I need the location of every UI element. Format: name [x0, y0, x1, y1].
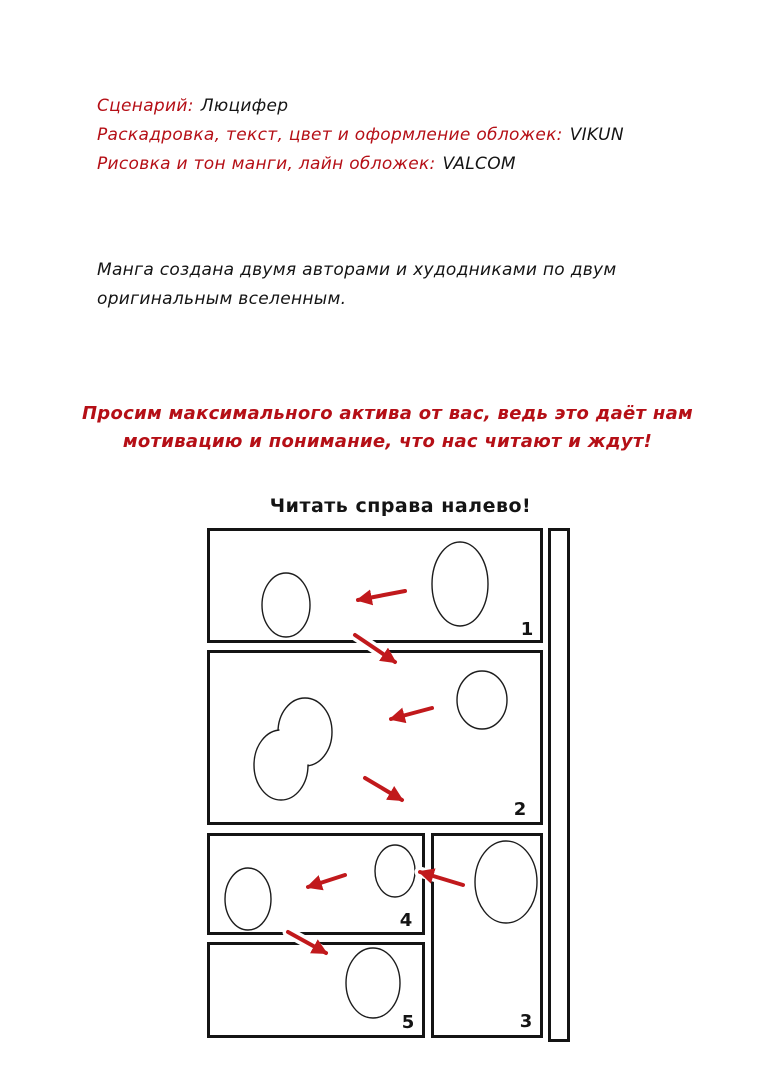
- panel-1-number: 1: [520, 619, 534, 640]
- credit-value: Люцифер: [200, 96, 289, 116]
- cta-line: Просим максимального актива от вас, ведь это даёт нам: [81, 403, 694, 424]
- description-line: оригинальным вселенным.: [97, 289, 347, 309]
- panel-2-number: 2: [513, 799, 527, 820]
- credit-label: Раскадровка, текст, цвет и оформление обложек:: [97, 125, 563, 145]
- panel-1: [209, 530, 542, 642]
- bubble-oval: [475, 841, 537, 923]
- bubble-oval: [346, 948, 400, 1018]
- cta-line: мотивацию и понимание, что нас читают и ждут!: [122, 431, 653, 452]
- description-line: Манга создана двумя авторами и худодниками по двум: [97, 260, 617, 280]
- panel-5-number: 5: [401, 1012, 415, 1033]
- call-to-action-block: [0, 400, 775, 456]
- description-block: [97, 256, 617, 314]
- credit-value: VIKUN: [569, 125, 624, 145]
- double-bubble-patch: [279, 699, 330, 764]
- credit-line-storyboard: [97, 121, 624, 150]
- page-edge-strip: [550, 530, 569, 1041]
- panel-4-number: 4: [399, 910, 413, 931]
- credits-block: [97, 92, 624, 179]
- reading-order-diagram: [207, 528, 572, 1042]
- bubble-oval: [457, 671, 507, 729]
- bubble-oval: [432, 542, 488, 626]
- credit-line-scenario: [97, 92, 624, 121]
- panel-3-number: 3: [519, 1011, 533, 1032]
- credit-label: Сценарий:: [97, 96, 194, 116]
- bubble-oval: [262, 573, 310, 637]
- bubble-oval: [225, 868, 271, 930]
- bubble-oval: [375, 845, 415, 897]
- credit-label: Рисовка и тон манги, лайн обложек:: [97, 154, 436, 174]
- credit-value: VALCOM: [442, 154, 516, 174]
- credit-line-art: [97, 150, 624, 179]
- reading-direction-heading: Читать справа налево!: [269, 495, 532, 517]
